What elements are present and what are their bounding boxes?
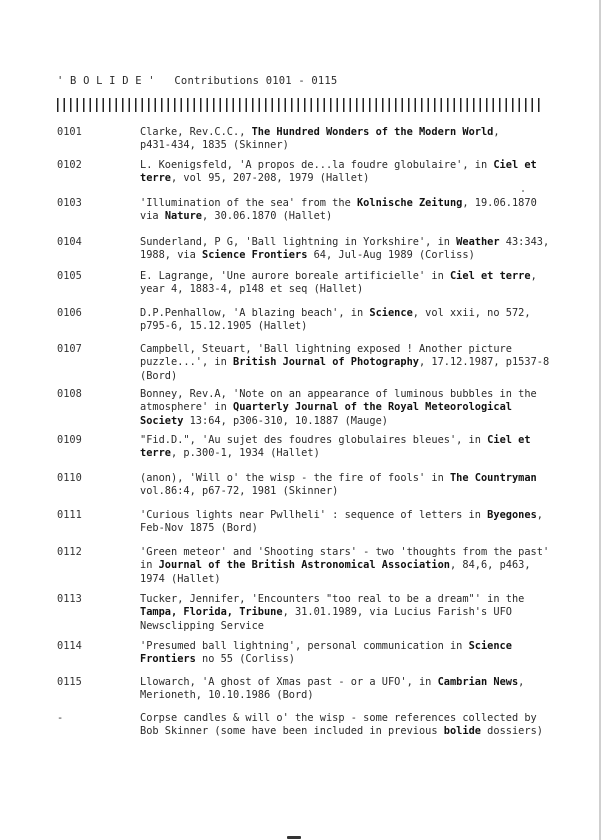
entry-citation <box>140 434 550 461</box>
entry-citation <box>140 472 550 499</box>
publication-title: Ciel et terre <box>140 434 531 460</box>
citation-text: 'Curious lights near Pwllheli' : sequence of letters in <box>140 509 488 521</box>
citation-text: , 17.12.1987, p1537-8 (Bord) <box>140 356 550 382</box>
citation-text: 'Green meteor' and 'Shooting stars' - two 'thoughts from the past' in <box>140 546 550 572</box>
publication-title: Cambrian News <box>437 676 519 688</box>
entry-number: 0112 <box>57 546 82 558</box>
contributions-range: Contributions 0101 - 0115 <box>174 75 338 87</box>
entry-number: 0108 <box>57 388 82 400</box>
entry-citation <box>140 640 550 667</box>
citation-text: Corpse candles & will o' the wisp - some references collected by Bob Skinner (some have been included in previous <box>140 712 537 738</box>
citation-text: , vol xxii, no 572, p795-6, 15.12.1905 (Hallet) <box>140 307 531 333</box>
entry-number: 0113 <box>57 593 82 605</box>
citation-text: 'Illumination of the sea' from the <box>140 197 357 209</box>
entry-citation <box>140 270 550 297</box>
citation-text: (anon), 'Will o' the wisp - the fire of fools' in <box>140 472 450 484</box>
entry-number: 0101 <box>57 126 82 138</box>
publication-title: Kolnische Zeitung <box>356 197 463 209</box>
entry-citation <box>140 197 550 224</box>
scan-mark <box>287 836 301 839</box>
publication-title: Nature <box>164 210 203 223</box>
citation-text: no 55 (Corliss) <box>195 653 295 666</box>
publication-title: bolide <box>443 725 481 738</box>
citation-text: , 19.06.1870 via <box>140 197 537 223</box>
entry-citation <box>140 307 550 334</box>
citation-text: , Merioneth, 10.10.1986 (Bord) <box>140 676 525 702</box>
citation-text: dossiers) <box>480 725 543 738</box>
citation-text: "Fid.D.", 'Au sujet des foudres globulaires bleues', in <box>140 434 488 446</box>
publication-title: Byegones <box>487 509 537 521</box>
entry-number: 0115 <box>57 676 82 688</box>
scan-speck <box>522 190 524 192</box>
citation-text: Clarke, Rev.C.C., <box>140 126 252 138</box>
citation-text: D.P.Penhallow, 'A blazing beach', in <box>140 307 370 319</box>
entry-number: 0110 <box>57 472 82 484</box>
publication-title: Journal of the British Astronomical Association <box>158 559 450 572</box>
publication-title: Tampa, Florida, Tribune <box>140 606 283 619</box>
entry-number: 0105 <box>57 270 82 282</box>
citation-text: Campbell, Steuart, 'Ball lightning exposed ! Another picture puzzle...', in <box>140 343 512 369</box>
entry-citation <box>140 546 550 586</box>
citation-text: 'Presumed ball lightning', personal communication in <box>140 640 469 652</box>
citation-text: , p431-434, 1835 (Skinner) <box>140 126 500 152</box>
citation-text: 43:343, 1988, via <box>140 236 550 262</box>
citation-text: , 30.06.1870 (Hallet) <box>202 210 333 223</box>
entry-number: - <box>57 712 64 724</box>
publication-title: The Countryman <box>449 472 537 484</box>
citation-text: , Feb-Nov 1875 (Bord) <box>140 509 543 535</box>
entry-citation <box>140 712 550 739</box>
entry-number: 0104 <box>57 236 82 248</box>
publication-title: British Journal of Photography <box>233 356 419 369</box>
series-title: ' B O L I D E ' <box>57 75 155 87</box>
separator-bars <box>57 98 542 112</box>
publication-title: The Hundred Wonders of the Modern World <box>251 126 494 138</box>
entry-citation <box>140 388 550 428</box>
publication-title: Science <box>369 307 413 319</box>
entry-number: 0106 <box>57 307 82 319</box>
page-header <box>57 75 337 87</box>
entry-number: 0107 <box>57 343 82 355</box>
citation-text: Tucker, Jennifer, 'Encounters "too real to be a dream"' in the <box>140 593 525 605</box>
entry-number: 0102 <box>57 159 82 171</box>
publication-title: Ciel et terre <box>449 270 531 282</box>
citation-text: 64, Jul-Aug 1989 (Corliss) <box>307 249 475 262</box>
entry-citation <box>140 593 550 633</box>
entry-citation <box>140 676 550 703</box>
citation-text: , p.300-1, 1934 (Hallet) <box>171 447 320 460</box>
citation-text: 13:64, p306-310, 10.1887 (Mauge) <box>183 414 388 427</box>
citation-text: E. Lagrange, 'Une aurore boreale artificielle' in <box>140 270 450 282</box>
publication-title: Ciel et terre <box>140 159 537 185</box>
entry-number: 0103 <box>57 197 82 209</box>
citation-text: , 31.01.1989, via Lucius Farish's UFO Newsclipping Service <box>140 606 512 632</box>
citation-text: vol.86:4, p67-72, 1981 (Skinner) <box>140 485 339 498</box>
citation-text: L. Koenigsfeld, 'A propos de...la foudre globulaire', in <box>140 159 494 171</box>
citation-text: , year 4, 1883-4, p148 et seq (Hallet) <box>140 270 537 296</box>
citation-text: , vol 95, 207-208, 1979 (Hallet) <box>171 172 370 185</box>
citation-text: , 84,6, p463, 1974 (Hallet) <box>140 559 531 585</box>
entry-citation <box>140 509 550 536</box>
entry-number: 0111 <box>57 509 82 521</box>
publication-title: Science Frontiers <box>202 249 308 262</box>
entry-number: 0109 <box>57 434 82 446</box>
entry-citation <box>140 236 550 263</box>
citation-text: Llowarch, 'A ghost of Xmas past - or a UFO', in <box>140 676 438 688</box>
publication-title: Weather <box>456 236 500 248</box>
entry-number: 0114 <box>57 640 82 652</box>
publication-title: Science Frontiers <box>140 640 512 666</box>
entry-citation <box>140 126 550 153</box>
citation-text: Bonney, Rev.A, 'Note on an appearance of luminous bubbles in the atmosphere' in <box>140 388 537 414</box>
citation-text: Sunderland, P G, 'Ball lightning in Yorkshire', in <box>140 236 457 248</box>
publication-title: Quarterly Journal of the Royal Meteorological Society <box>140 401 512 427</box>
entry-citation <box>140 159 550 186</box>
entry-citation <box>140 343 550 383</box>
